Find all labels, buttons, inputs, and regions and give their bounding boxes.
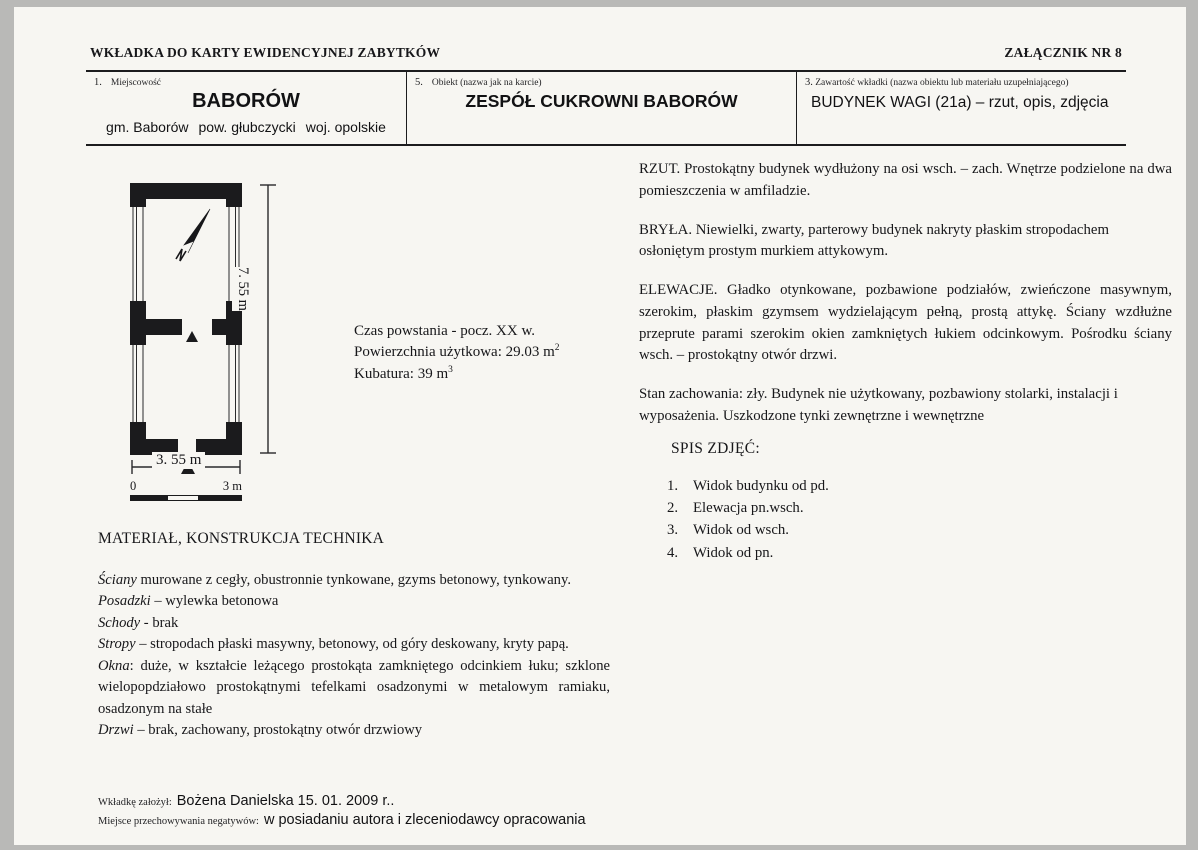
description-form: BRYŁA. Niewielki, zwarty, parterowy budynek nakryty płaskim stropodachem osłoniętym prostym murkiem attykowym. [639, 221, 1109, 260]
scale-bar-min: 0 [130, 479, 137, 493]
document-header [90, 45, 1122, 61]
photo-item-text: Widok budynku od pd. [693, 478, 829, 494]
materials-stairs-term: Schody [98, 614, 141, 631]
materials-body [98, 570, 610, 742]
field-object-label [407, 72, 796, 88]
document-page [14, 7, 1186, 845]
scale-bar [130, 479, 242, 501]
field-object-value: ZESPÓŁ CUKROWNI BABORÓW [465, 91, 738, 111]
form-fields-row [86, 72, 1126, 144]
photo-list [667, 475, 829, 564]
fact-volume [354, 364, 560, 385]
materials-windows-term: Okna [98, 657, 130, 674]
materials-floors-term: Posadzki [98, 593, 151, 610]
materials-windows [98, 656, 610, 720]
dimension-vertical-label: 7. 55 m [232, 267, 253, 311]
materials-floors [98, 591, 610, 612]
field-locality-admin [86, 119, 406, 135]
fact-volume-value: 39 m [417, 365, 449, 382]
field-content-number: 3. [805, 77, 813, 88]
footer-author-value: Bożena Danielska 15. 01. 2009 r.. [176, 793, 395, 809]
field-content-caption: Zawartość wkładki (nazwa obiektu lub materiału uzupełniającego) [815, 78, 1069, 88]
materials-ceilings-text: – stropodach płaski masywny, betonowy, od góry deskowany, kryty papą. [135, 636, 569, 653]
footer-negatives-line [98, 812, 658, 828]
footer-negatives-label: Miejsce przechowywania negatywów: [98, 816, 259, 827]
fact-usable-area-unit: 2 [554, 343, 560, 354]
fact-volume-label: Kubatura: [354, 365, 414, 382]
materials-walls [98, 570, 610, 591]
photo-list-heading: SPIS ZDJĘĆ: [671, 440, 761, 457]
footer-author-line [98, 793, 658, 809]
photo-item-text: Widok od wsch. [693, 522, 789, 539]
materials-walls-term: Ściany [98, 572, 137, 588]
materials-stairs [98, 613, 610, 634]
field-object-number: 5. [415, 77, 423, 88]
description-plan: RZUT. Prostokątny budynek wydłużony na osi wsch. – zach. Wnętrze podzielone na dwa pomieszczenia w amfiladzie. [639, 161, 1172, 199]
annex-number: ZAŁĄCZNIK NR 8 [1004, 45, 1122, 60]
dimension-vertical [260, 185, 276, 453]
field-content-label [797, 72, 1126, 88]
materials-heading: MATERIAŁ, KONSTRUKCJA TECHNIKA [98, 530, 385, 547]
dimension-horizontal-label: 3. 55 m [152, 452, 205, 469]
field-locality-caption: Miejscowość [110, 78, 162, 88]
materials-doors-text: – brak, zachowany, prostokątny otwór drzwiowy [133, 722, 423, 739]
materials-doors [98, 720, 610, 741]
list-item [667, 542, 829, 564]
footer-author-label: Wkładkę założył: [98, 797, 172, 808]
scale-bar-max: 3 m [222, 479, 242, 493]
fact-usable-area-value: 29.03 m [505, 344, 555, 361]
page-title: WKŁADKA DO KARTY EWIDENCYJNEJ ZABYTKÓW [90, 45, 441, 60]
building-facts [354, 321, 560, 385]
list-item [667, 497, 829, 519]
photo-item-number: 2. [667, 500, 679, 517]
photo-item-number: 3. [667, 522, 679, 539]
description-elevations: ELEWACJE. Gładko otynkowane, pozbawione podziałów, zwieńczone masywnym, szerokim, płaskim gzymsem wydzielającym pełną, prostą attykę. Ściany wzdłużne przeprute parami szerokim okien zamkniętych łukiem odcinkowym. Pośrodku ściany wsch. – prostokątny otwór drzwi. [639, 282, 1172, 364]
materials-stairs-text: - brak [140, 614, 179, 631]
field-object-caption: Obiekt (nazwa jak na karcie) [431, 78, 542, 88]
materials-doors-term: Drzwi [98, 722, 134, 739]
field-content [796, 72, 1126, 144]
field-locality-label [86, 72, 406, 88]
field-locality-value: BABORÓW [192, 90, 300, 112]
field-locality-number: 1. [94, 77, 102, 88]
materials-ceilings-term: Stropy [98, 636, 136, 653]
fact-usable-area-label: Powierzchnia użytkowa: [354, 344, 502, 361]
materials-floors-text: – wylewka betonowa [150, 593, 279, 610]
description-condition: Stan zachowania: zły. Budynek nie użytkowany, pozbawiony stolarki, instalacji i wyposażenia. Uszkodzone tynki zewnętrzne i wewnętrzne [639, 386, 1118, 424]
plan-window-openings [133, 207, 239, 422]
field-locality [86, 72, 406, 144]
photo-item-text: Elewacja pn.wsch. [693, 500, 804, 517]
fact-construction-time: Czas powstania - pocz. XX w. [354, 323, 536, 339]
floor-plan-drawing [122, 179, 302, 493]
list-item [667, 519, 829, 541]
materials-ceilings [98, 634, 610, 655]
list-item [667, 475, 829, 497]
materials-windows-text: : duże, w kształcie leżącego prostokąta zamkniętego odcinkiem łuku; szklone wielopopdziałowo prostokątnymi tefelkami osadzonymi w metalowym ramiaku, osadzonym na stałe [98, 657, 610, 717]
north-arrow-icon [176, 209, 210, 261]
footer-negatives-value: w posiadaniu autora i zleceniodawcy opracowania [263, 812, 586, 828]
locality-wojewodztwo: woj. opolskie [305, 119, 386, 135]
field-object [406, 72, 796, 144]
plan-walls [130, 183, 242, 455]
locality-powiat: pow. głubczycki [198, 119, 296, 135]
header-rule-bottom [86, 144, 1126, 146]
description-column [639, 159, 1172, 445]
fact-volume-unit: 3 [448, 364, 453, 375]
field-content-value: BUDYNEK WAGI (21a) – rzut, opis, zdjęcia [811, 94, 1109, 111]
materials-walls-text: murowane z cegły, obustronnie tynkowane, gzyms betonowy, tynkowany. [136, 572, 571, 588]
fact-usable-area [354, 342, 560, 363]
photo-item-text: Widok od pn. [693, 544, 774, 561]
photo-item-number: 4. [667, 544, 679, 561]
photo-item-number: 1. [667, 478, 679, 494]
locality-gmina: gm. Baborów [106, 119, 189, 135]
document-footer [98, 793, 658, 831]
